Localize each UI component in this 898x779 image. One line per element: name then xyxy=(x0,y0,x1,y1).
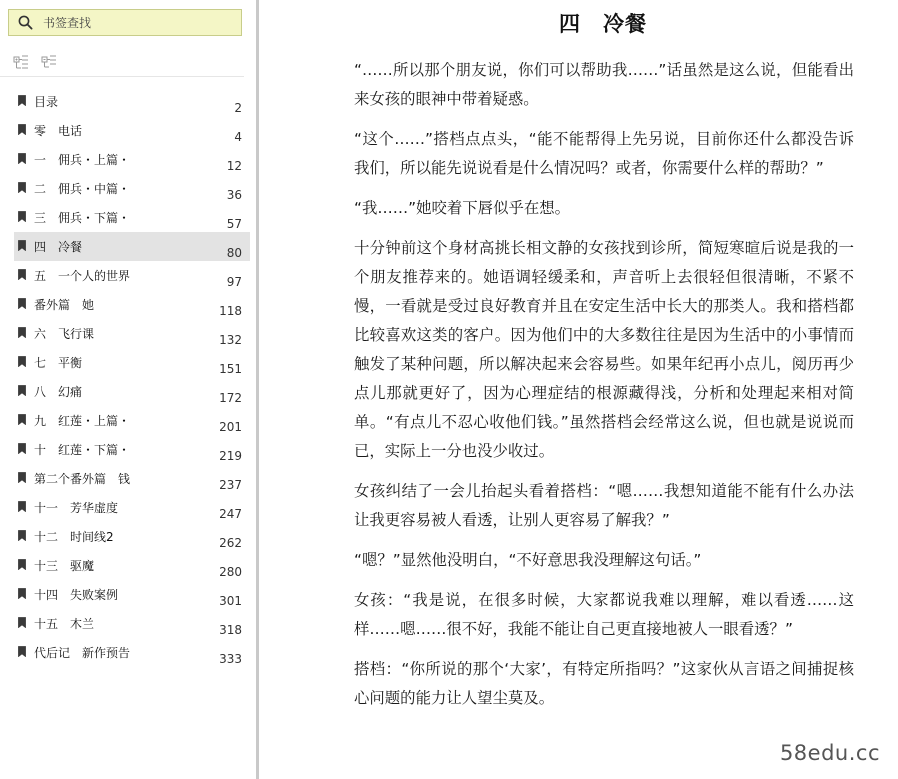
expand-all-icon xyxy=(13,54,29,70)
bookmark-page-number: 118 xyxy=(219,304,242,318)
bookmark-label: 七 平衡 xyxy=(34,356,83,370)
bookmark-item[interactable] xyxy=(0,551,252,580)
bookmark-search-box[interactable] xyxy=(8,9,242,36)
bookmark-label: 十一 芳华虚度 xyxy=(34,501,119,515)
bookmark-item[interactable] xyxy=(14,232,250,261)
bookmark-icon xyxy=(18,501,26,512)
bookmark-item[interactable] xyxy=(0,638,252,667)
bookmark-icon xyxy=(18,588,26,599)
bookmark-label: 零 电话 xyxy=(34,124,83,138)
text-paragraph: “嗯？”显然他没明白，“不好意思我没理解这句话。” xyxy=(354,551,702,569)
bookmark-icon xyxy=(18,530,26,541)
bookmark-page-number: 172 xyxy=(219,391,242,405)
bookmark-icon xyxy=(18,559,26,570)
bookmark-item[interactable] xyxy=(0,406,252,435)
bookmark-icon xyxy=(18,472,26,483)
bookmark-page-number: 201 xyxy=(219,420,242,434)
chapter-title: 四 冷餐 xyxy=(559,11,647,36)
bookmark-item[interactable] xyxy=(0,145,252,174)
bookmark-item[interactable] xyxy=(0,522,252,551)
bookmark-label: 二 佣兵・中篇・ xyxy=(34,182,131,196)
bookmark-icon xyxy=(18,95,26,106)
bookmark-item[interactable] xyxy=(0,464,252,493)
bookmark-icon xyxy=(18,443,26,454)
bookmark-item[interactable] xyxy=(0,377,252,406)
bookmark-page-number: 318 xyxy=(219,623,242,637)
bookmark-page-number: 301 xyxy=(219,594,242,608)
bookmark-page-number: 12 xyxy=(226,159,242,173)
document-page xyxy=(259,0,898,779)
bookmark-label: 第二个番外篇 钱 xyxy=(34,472,131,486)
bookmark-icon xyxy=(18,182,26,193)
text-paragraph: 十分钟前这个身材高挑长相文静的女孩找到诊所，简短寒暄后说是我的一个朋友推荐来的。她语调轻缓柔和，声音听上去很轻但很清晰，不紧不慢，一看就是受过良好教育并且在安定生活中长大的那类人。我和搭档都比较喜欢这类的客户。因为他们中的大多数往往是因为生活中的小事情而触发了某种问题，所以解决起来会容易些。如果年纪再小点儿，阅历再少点儿那就更好了，因为心理症结的根源藏得浅，分析和处理起来相对简单。“有点儿不忍心收他们钱。”虽然搭档会经常这么说，但也就是说说而已，实际上一分也没少收过。 xyxy=(354,239,854,460)
bookmark-icon xyxy=(18,269,26,280)
bookmark-page-number: 262 xyxy=(219,536,242,550)
bookmark-icon xyxy=(18,385,26,396)
bookmark-item[interactable] xyxy=(0,319,252,348)
bookmark-page-number: 151 xyxy=(219,362,242,376)
bookmark-item[interactable] xyxy=(0,174,252,203)
bookmark-page-number: 80 xyxy=(226,246,242,260)
bookmark-label: 六 飞行课 xyxy=(34,327,95,341)
bookmark-icon xyxy=(18,298,26,309)
bookmark-label: 目录 xyxy=(34,95,59,109)
bookmark-icon xyxy=(18,414,26,425)
bookmark-sidebar xyxy=(0,0,252,779)
bookmark-label: 十四 失败案例 xyxy=(34,588,119,602)
bookmark-item[interactable] xyxy=(0,290,252,319)
text-paragraph: 女孩：“我是说，在很多时候，大家都说我难以理解，难以看透……这样……嗯……很不好，我能不能让自己更直接地被人一眼看透？” xyxy=(354,591,854,638)
bookmark-item[interactable] xyxy=(0,435,252,464)
collapse-all-icon xyxy=(41,54,57,70)
bookmark-page-number: 219 xyxy=(219,449,242,463)
bookmark-icon xyxy=(18,617,26,628)
toolbar-divider xyxy=(0,76,244,77)
bookmark-page-number: 237 xyxy=(219,478,242,492)
bookmark-page-number: 57 xyxy=(226,217,242,231)
bookmark-label: 四 冷餐 xyxy=(34,240,83,254)
text-paragraph: “……所以那个朋友说，你们可以帮助我……”话虽然是这么说，但能看出来女孩的眼神中带着疑惑。 xyxy=(354,61,854,108)
bookmark-icon xyxy=(18,124,26,135)
collapse-all-button[interactable] xyxy=(40,53,58,71)
bookmark-icon xyxy=(18,327,26,338)
text-paragraph: “这个……”搭档点点头，“能不能帮得上先另说，目前你还什么都没告诉我们，所以能先说说看是什么情况吗？或者，你需要什么样的帮助？” xyxy=(354,130,854,177)
bookmark-item[interactable] xyxy=(0,348,252,377)
bookmark-item[interactable] xyxy=(0,609,252,638)
bookmark-item[interactable] xyxy=(0,116,252,145)
bookmark-page-number: 36 xyxy=(226,188,242,202)
bookmark-label: 九 红莲・上篇・ xyxy=(34,414,131,428)
text-paragraph: 女孩纠结了一会儿抬起头看着搭档：“嗯……我想知道能不能有什么办法让我更容易被人看透，让别人更容易了解我？” xyxy=(354,482,854,529)
bookmark-item[interactable] xyxy=(0,493,252,522)
bookmark-label: 八 幻痛 xyxy=(34,385,83,399)
search-icon xyxy=(18,15,33,30)
bookmark-icon xyxy=(18,153,26,164)
bookmark-search-input[interactable] xyxy=(43,10,233,35)
bookmark-icon xyxy=(18,211,26,222)
bookmark-label: 十 红莲・下篇・ xyxy=(34,443,131,457)
bookmark-page-number: 2 xyxy=(234,101,242,115)
watermark: 58edu.cc xyxy=(779,741,880,765)
bookmark-list xyxy=(0,87,252,667)
bookmark-label: 三 佣兵・下篇・ xyxy=(34,211,131,225)
bookmark-icon xyxy=(18,646,26,657)
bookmark-item[interactable] xyxy=(0,580,252,609)
bookmark-label: 十二 时间线2 xyxy=(34,530,114,544)
text-paragraph: 搭档：“你所说的那个‘大家’，有特定所指吗？”这家伙从言语之间捕捉核心问题的能力让人望尘莫及。 xyxy=(354,660,854,707)
bookmark-page-number: 280 xyxy=(219,565,242,579)
bookmark-icon xyxy=(18,356,26,367)
bookmark-label: 一 佣兵・上篇・ xyxy=(34,153,131,167)
expand-all-button[interactable] xyxy=(12,53,30,71)
bookmark-item[interactable] xyxy=(0,203,252,232)
bookmark-page-number: 4 xyxy=(234,130,242,144)
bookmark-icon xyxy=(18,240,26,251)
bookmark-label: 代后记 新作预告 xyxy=(34,646,131,660)
text-paragraph: “我……”她咬着下唇似乎在想。 xyxy=(354,199,571,217)
bookmark-label: 五 一个人的世界 xyxy=(34,269,131,283)
bookmark-page-number: 97 xyxy=(226,275,242,289)
bookmark-page-number: 333 xyxy=(219,652,242,666)
bookmark-label: 十三 驱魔 xyxy=(34,559,95,573)
chapter-text xyxy=(354,56,854,724)
bookmark-item[interactable] xyxy=(0,87,252,116)
bookmark-label: 十五 木兰 xyxy=(34,617,95,631)
bookmark-page-number: 247 xyxy=(219,507,242,521)
bookmark-label: 番外篇 她 xyxy=(34,298,95,312)
bookmark-page-number: 132 xyxy=(219,333,242,347)
bookmark-item[interactable] xyxy=(0,261,252,290)
